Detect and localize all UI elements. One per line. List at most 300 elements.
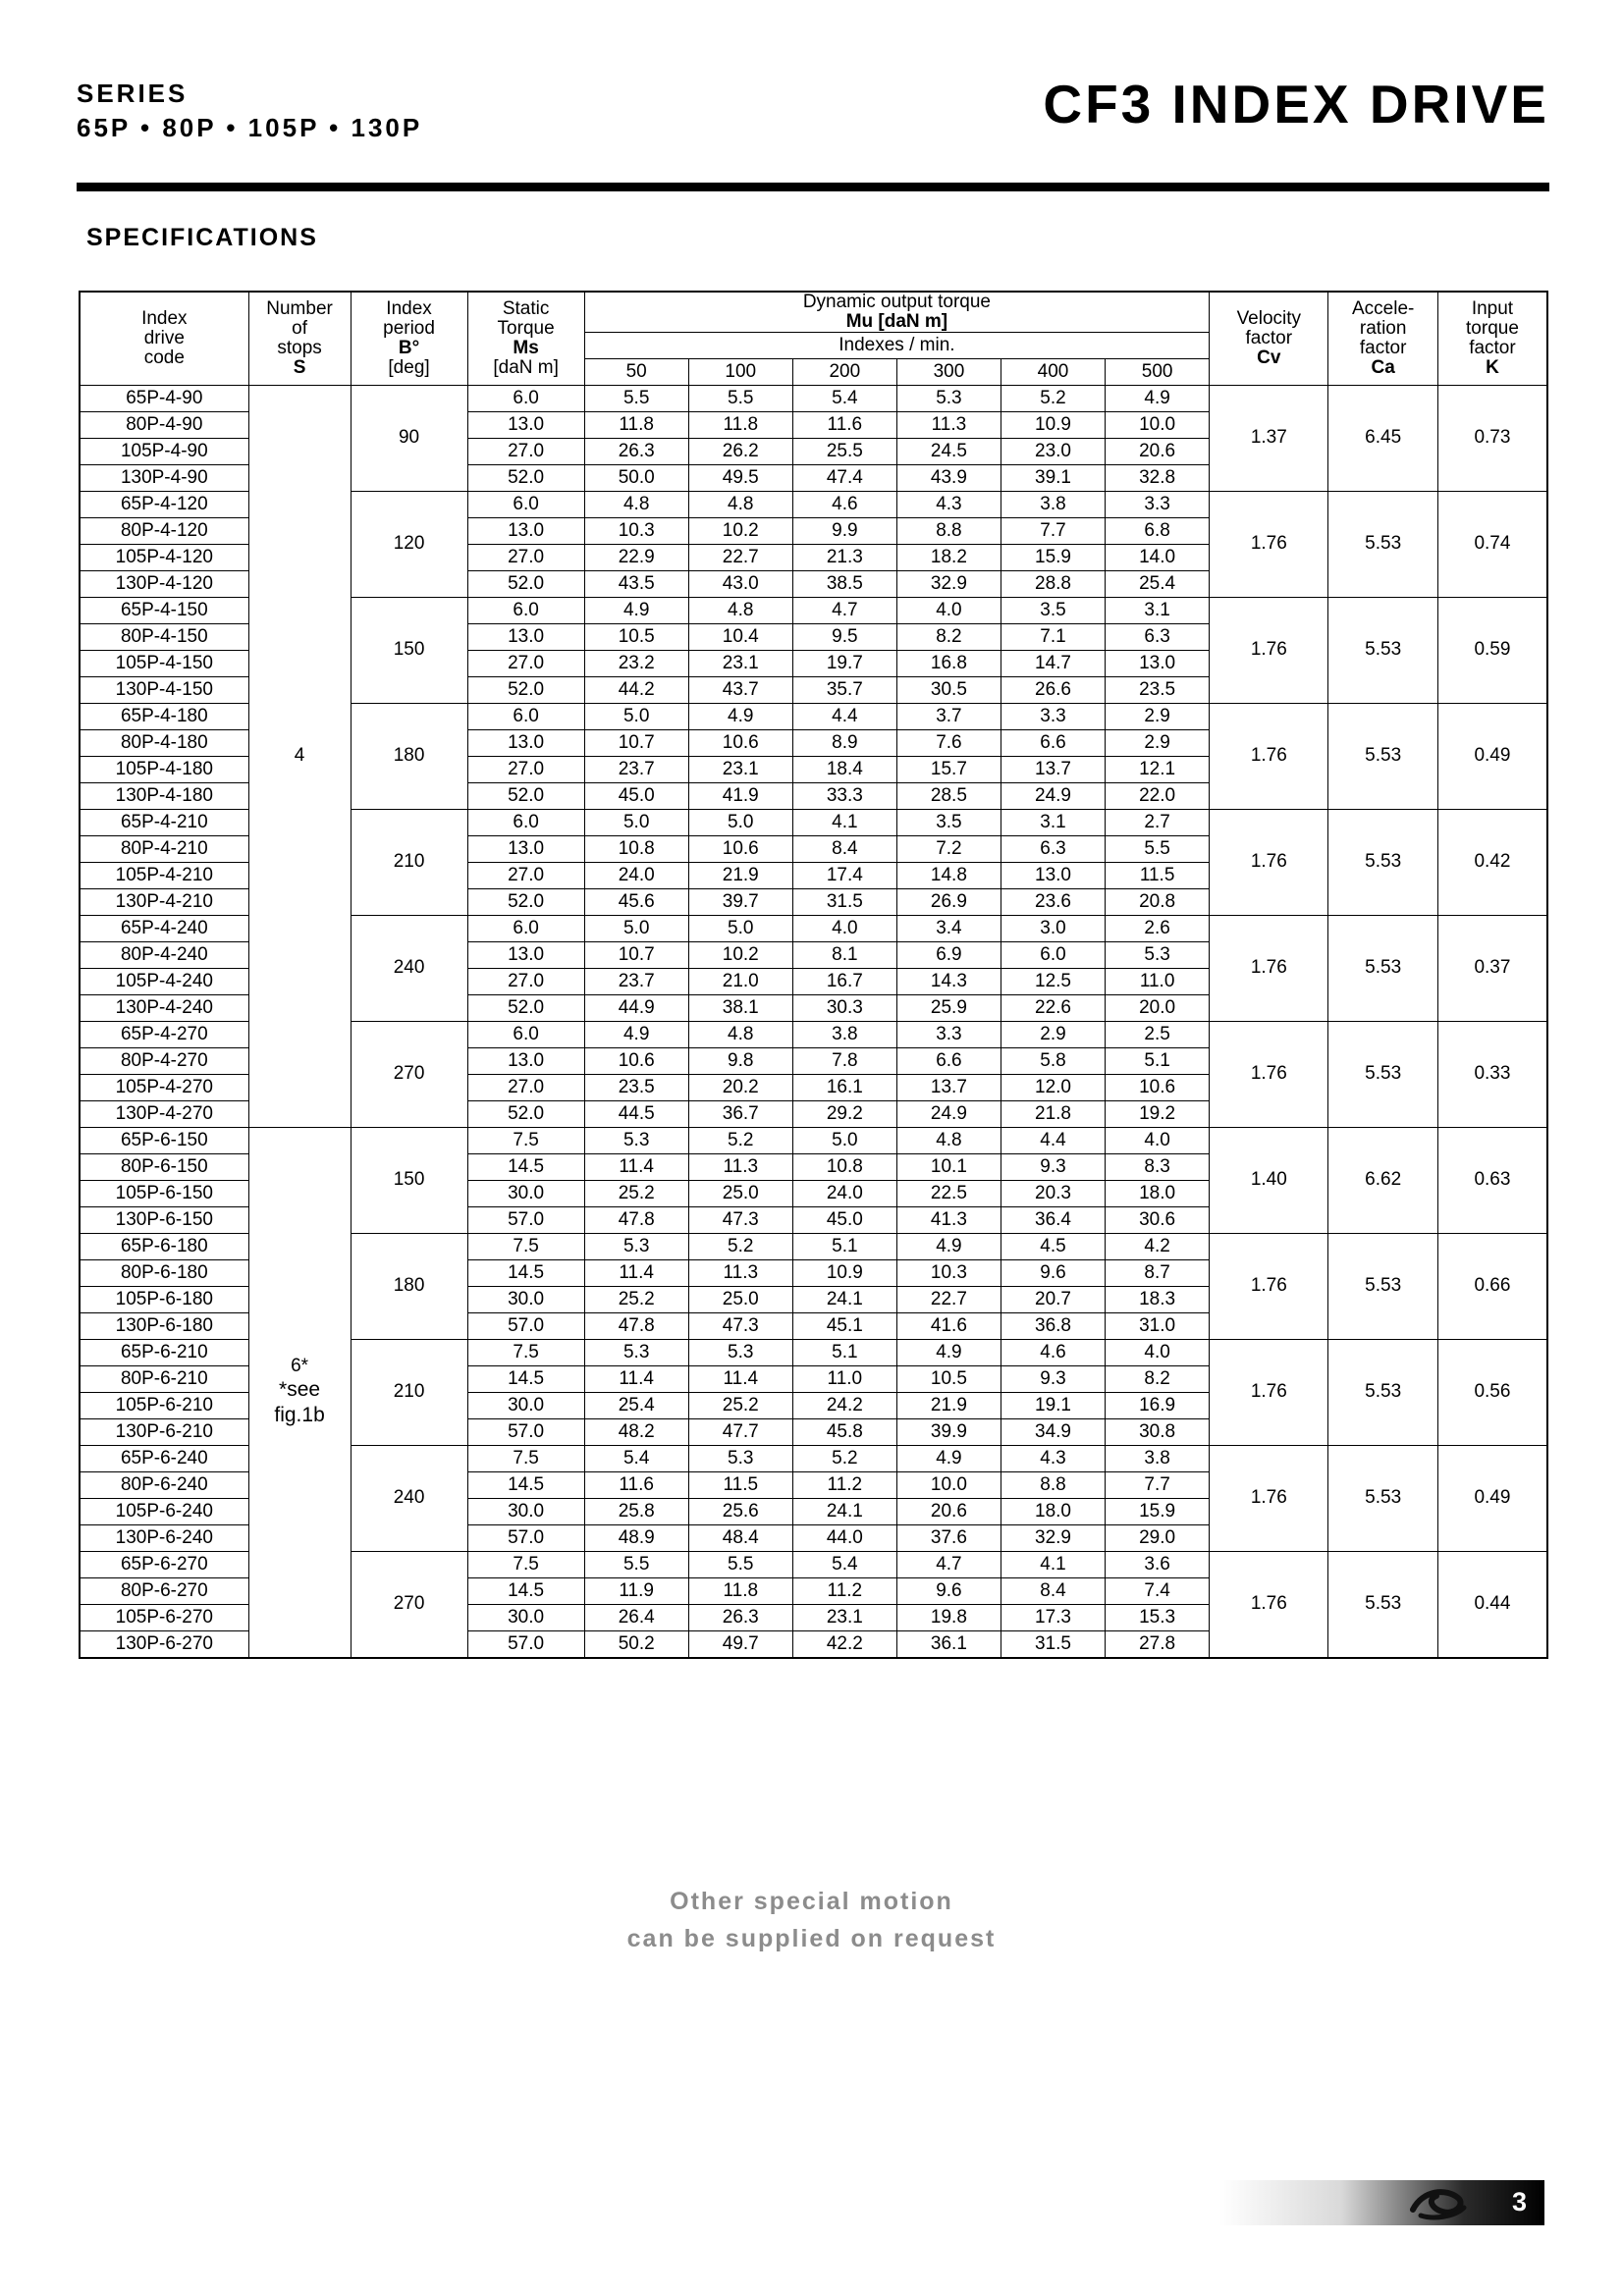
cell-dynamic-torque-50: 11.4 [584, 1153, 688, 1180]
cell-input-torque-factor: 0.49 [1437, 1445, 1547, 1551]
cell-velocity-factor: 1.76 [1210, 1445, 1328, 1551]
cell-dynamic-torque-400: 15.9 [1001, 544, 1105, 570]
cell-dynamic-torque-100: 5.0 [688, 915, 792, 941]
cell-dynamic-torque-200: 45.1 [792, 1312, 896, 1339]
cell-dynamic-torque-400: 24.9 [1001, 782, 1105, 809]
cell-dynamic-torque-400: 19.1 [1001, 1392, 1105, 1418]
cell-dynamic-torque-500: 8.3 [1106, 1153, 1210, 1180]
cell-dynamic-torque-500: 2.7 [1106, 809, 1210, 835]
header-index-200: 200 [792, 358, 896, 385]
cell-dynamic-torque-500: 3.3 [1106, 491, 1210, 517]
cell-dynamic-torque-500: 3.6 [1106, 1551, 1210, 1577]
cell-dynamic-torque-50: 23.2 [584, 650, 688, 676]
cell-dynamic-torque-500: 4.9 [1106, 385, 1210, 411]
section-title: SPECIFICATIONS [86, 224, 318, 251]
cell-dynamic-torque-50: 5.0 [584, 809, 688, 835]
cell-dynamic-torque-50: 25.2 [584, 1286, 688, 1312]
cell-dynamic-torque-400: 9.6 [1001, 1259, 1105, 1286]
page-header [77, 74, 1549, 185]
cell-dynamic-torque-50: 50.0 [584, 464, 688, 491]
cell-dynamic-torque-500: 16.9 [1106, 1392, 1210, 1418]
cell-index-drive-code: 80P-6-270 [80, 1577, 248, 1604]
cell-dynamic-torque-400: 12.0 [1001, 1074, 1105, 1100]
cell-dynamic-torque-400: 18.0 [1001, 1498, 1105, 1524]
cell-input-torque-factor: 0.33 [1437, 1021, 1547, 1127]
cell-index-drive-code: 130P-4-240 [80, 994, 248, 1021]
cell-acceleration-factor: 5.53 [1328, 1233, 1437, 1339]
cell-index-drive-code: 80P-4-180 [80, 729, 248, 756]
cell-static-torque: 30.0 [467, 1286, 584, 1312]
hdr-k-l3: factor [1469, 337, 1516, 358]
cell-dynamic-torque-200: 11.2 [792, 1471, 896, 1498]
cell-index-period: 120 [351, 491, 467, 597]
cell-index-drive-code: 65P-4-210 [80, 809, 248, 835]
cell-dynamic-torque-500: 18.3 [1106, 1286, 1210, 1312]
cell-dynamic-torque-50: 5.0 [584, 703, 688, 729]
cell-dynamic-torque-300: 8.8 [896, 517, 1001, 544]
cell-acceleration-factor: 6.45 [1328, 385, 1437, 491]
cell-dynamic-torque-200: 9.9 [792, 517, 896, 544]
cell-index-drive-code: 80P-4-270 [80, 1047, 248, 1074]
cell-dynamic-torque-300: 9.6 [896, 1577, 1001, 1604]
cell-dynamic-torque-400: 4.5 [1001, 1233, 1105, 1259]
cell-dynamic-torque-500: 22.0 [1106, 782, 1210, 809]
cell-dynamic-torque-100: 43.7 [688, 676, 792, 703]
cell-dynamic-torque-400: 17.3 [1001, 1604, 1105, 1630]
cell-dynamic-torque-500: 20.0 [1106, 994, 1210, 1021]
cell-static-torque: 13.0 [467, 941, 584, 968]
cell-dynamic-torque-400: 3.5 [1001, 597, 1105, 623]
cell-velocity-factor: 1.76 [1210, 915, 1328, 1021]
company-logo-icon [1407, 2184, 1476, 2223]
cell-dynamic-torque-100: 47.3 [688, 1312, 792, 1339]
cell-input-torque-factor: 0.73 [1437, 385, 1547, 491]
cell-dynamic-torque-200: 44.0 [792, 1524, 896, 1551]
cell-dynamic-torque-300: 18.2 [896, 544, 1001, 570]
cell-dynamic-torque-500: 15.3 [1106, 1604, 1210, 1630]
series-models: 65P • 80P • 105P • 130P [77, 113, 423, 142]
cell-dynamic-torque-400: 26.6 [1001, 676, 1105, 703]
cell-dynamic-torque-500: 30.8 [1106, 1418, 1210, 1445]
cell-dynamic-torque-50: 11.4 [584, 1365, 688, 1392]
cell-index-period: 150 [351, 1127, 467, 1233]
cell-dynamic-torque-500: 5.5 [1106, 835, 1210, 862]
cell-dynamic-torque-200: 9.5 [792, 623, 896, 650]
cell-dynamic-torque-400: 4.1 [1001, 1551, 1105, 1577]
cell-dynamic-torque-200: 38.5 [792, 570, 896, 597]
cell-acceleration-factor: 5.53 [1328, 491, 1437, 597]
cell-dynamic-torque-100: 43.0 [688, 570, 792, 597]
cell-static-torque: 13.0 [467, 835, 584, 862]
page-number-bar [1093, 2180, 1544, 2225]
cell-dynamic-torque-200: 4.4 [792, 703, 896, 729]
cell-dynamic-torque-100: 5.5 [688, 1551, 792, 1577]
cell-dynamic-torque-200: 10.9 [792, 1259, 896, 1286]
cell-dynamic-torque-400: 13.7 [1001, 756, 1105, 782]
cell-dynamic-torque-200: 42.2 [792, 1630, 896, 1658]
cell-dynamic-torque-200: 8.1 [792, 941, 896, 968]
cell-dynamic-torque-400: 8.4 [1001, 1577, 1105, 1604]
cell-stops-note: *see [279, 1378, 321, 1402]
cell-dynamic-torque-50: 22.9 [584, 544, 688, 570]
cell-index-drive-code: 105P-6-180 [80, 1286, 248, 1312]
cell-index-period: 210 [351, 809, 467, 915]
cell-dynamic-torque-400: 3.8 [1001, 491, 1105, 517]
cell-dynamic-torque-400: 20.7 [1001, 1286, 1105, 1312]
hdr-period-unit: [deg] [388, 356, 430, 378]
cell-dynamic-torque-100: 49.5 [688, 464, 792, 491]
cell-static-torque: 52.0 [467, 1100, 584, 1127]
cell-dynamic-torque-400: 28.8 [1001, 570, 1105, 597]
cell-dynamic-torque-300: 43.9 [896, 464, 1001, 491]
cell-static-torque: 52.0 [467, 888, 584, 915]
cell-index-drive-code: 105P-6-150 [80, 1180, 248, 1206]
cell-dynamic-torque-400: 4.4 [1001, 1127, 1105, 1153]
cell-dynamic-torque-300: 10.5 [896, 1365, 1001, 1392]
cell-number-of-stops: 4 [248, 385, 351, 1127]
cell-static-torque: 27.0 [467, 862, 584, 888]
cell-dynamic-torque-200: 4.0 [792, 915, 896, 941]
cell-dynamic-torque-300: 15.7 [896, 756, 1001, 782]
hdr-k-l2: torque [1466, 318, 1519, 339]
hdr-dynamic-unit: Mu [daN m] [845, 310, 948, 332]
header-static-torque [467, 292, 584, 385]
cell-dynamic-torque-200: 35.7 [792, 676, 896, 703]
cell-velocity-factor: 1.76 [1210, 703, 1328, 809]
cell-dynamic-torque-400: 5.8 [1001, 1047, 1105, 1074]
cell-index-drive-code: 65P-6-150 [80, 1127, 248, 1153]
cell-index-drive-code: 105P-6-270 [80, 1604, 248, 1630]
cell-dynamic-torque-50: 5.5 [584, 1551, 688, 1577]
cell-dynamic-torque-300: 6.6 [896, 1047, 1001, 1074]
cell-dynamic-torque-50: 5.5 [584, 385, 688, 411]
cell-input-torque-factor: 0.49 [1437, 703, 1547, 809]
cell-dynamic-torque-400: 10.9 [1001, 411, 1105, 438]
cell-static-torque: 6.0 [467, 385, 584, 411]
cell-index-period: 240 [351, 915, 467, 1021]
cell-index-drive-code: 130P-6-210 [80, 1418, 248, 1445]
cell-acceleration-factor: 5.53 [1328, 809, 1437, 915]
cell-dynamic-torque-300: 24.5 [896, 438, 1001, 464]
header-index-100: 100 [688, 358, 792, 385]
cell-dynamic-torque-50: 10.5 [584, 623, 688, 650]
cell-dynamic-torque-50: 43.5 [584, 570, 688, 597]
cell-index-drive-code: 80P-6-150 [80, 1153, 248, 1180]
cell-dynamic-torque-200: 47.4 [792, 464, 896, 491]
cell-dynamic-torque-200: 4.6 [792, 491, 896, 517]
cell-dynamic-torque-50: 11.8 [584, 411, 688, 438]
cell-dynamic-torque-500: 6.3 [1106, 623, 1210, 650]
cell-dynamic-torque-400: 12.5 [1001, 968, 1105, 994]
cell-dynamic-torque-50: 4.9 [584, 1021, 688, 1047]
cell-dynamic-torque-200: 11.2 [792, 1577, 896, 1604]
header-number-of-stops [248, 292, 351, 385]
cell-index-period: 150 [351, 597, 467, 703]
cell-dynamic-torque-300: 32.9 [896, 570, 1001, 597]
cell-dynamic-torque-500: 11.5 [1106, 862, 1210, 888]
cell-dynamic-torque-200: 3.8 [792, 1021, 896, 1047]
cell-dynamic-torque-50: 23.7 [584, 968, 688, 994]
cell-dynamic-torque-300: 26.9 [896, 888, 1001, 915]
header-index-500: 500 [1106, 358, 1210, 385]
cell-input-torque-factor: 0.63 [1437, 1127, 1547, 1233]
cell-dynamic-torque-300: 41.3 [896, 1206, 1001, 1233]
cell-dynamic-torque-100: 25.6 [688, 1498, 792, 1524]
cell-dynamic-torque-200: 4.1 [792, 809, 896, 835]
cell-acceleration-factor: 5.53 [1328, 1339, 1437, 1445]
cell-dynamic-torque-200: 33.3 [792, 782, 896, 809]
cell-dynamic-torque-200: 21.3 [792, 544, 896, 570]
cell-dynamic-torque-200: 7.8 [792, 1047, 896, 1074]
cell-static-torque: 6.0 [467, 491, 584, 517]
cell-dynamic-torque-50: 5.4 [584, 1445, 688, 1471]
cell-dynamic-torque-100: 10.4 [688, 623, 792, 650]
cell-dynamic-torque-100: 48.4 [688, 1524, 792, 1551]
cell-dynamic-torque-300: 21.9 [896, 1392, 1001, 1418]
cell-dynamic-torque-500: 5.3 [1106, 941, 1210, 968]
cell-dynamic-torque-300: 3.7 [896, 703, 1001, 729]
specifications-table-wrap [79, 291, 1548, 1659]
cell-index-period: 180 [351, 1233, 467, 1339]
hdr-stops-l1: Number [266, 298, 333, 320]
cell-static-torque: 27.0 [467, 756, 584, 782]
cell-acceleration-factor: 5.53 [1328, 1551, 1437, 1658]
cell-dynamic-torque-300: 22.7 [896, 1286, 1001, 1312]
cell-velocity-factor: 1.76 [1210, 597, 1328, 703]
cell-static-torque: 6.0 [467, 809, 584, 835]
cell-index-drive-code: 105P-4-180 [80, 756, 248, 782]
cell-velocity-factor: 1.76 [1210, 1021, 1328, 1127]
cell-dynamic-torque-100: 38.1 [688, 994, 792, 1021]
cell-input-torque-factor: 0.37 [1437, 915, 1547, 1021]
cell-dynamic-torque-300: 16.8 [896, 650, 1001, 676]
cell-index-drive-code: 80P-4-150 [80, 623, 248, 650]
cell-dynamic-torque-200: 11.6 [792, 411, 896, 438]
footer-note-line2: can be supplied on request [626, 1925, 997, 1952]
cell-dynamic-torque-500: 7.7 [1106, 1471, 1210, 1498]
cell-dynamic-torque-400: 20.3 [1001, 1180, 1105, 1206]
cell-index-drive-code: 130P-4-120 [80, 570, 248, 597]
cell-dynamic-torque-500: 7.4 [1106, 1577, 1210, 1604]
cell-dynamic-torque-50: 5.3 [584, 1339, 688, 1365]
cell-dynamic-torque-500: 13.0 [1106, 650, 1210, 676]
cell-dynamic-torque-200: 19.7 [792, 650, 896, 676]
cell-static-torque: 14.5 [467, 1365, 584, 1392]
cell-dynamic-torque-500: 2.5 [1106, 1021, 1210, 1047]
cell-dynamic-torque-100: 11.5 [688, 1471, 792, 1498]
cell-dynamic-torque-50: 10.7 [584, 941, 688, 968]
cell-dynamic-torque-300: 5.3 [896, 385, 1001, 411]
cell-dynamic-torque-300: 20.6 [896, 1498, 1001, 1524]
cell-dynamic-torque-100: 21.0 [688, 968, 792, 994]
cell-stops-note: fig.1b [274, 1404, 325, 1427]
header-indexes-per-min: Indexes / min. [584, 332, 1210, 358]
cell-dynamic-torque-200: 8.9 [792, 729, 896, 756]
cell-static-torque: 57.0 [467, 1630, 584, 1658]
cell-velocity-factor: 1.76 [1210, 1551, 1328, 1658]
cell-dynamic-torque-400: 9.3 [1001, 1153, 1105, 1180]
header-index-drive-code [80, 292, 248, 385]
cell-dynamic-torque-50: 10.6 [584, 1047, 688, 1074]
hdr-dynamic-title: Dynamic output torque [802, 292, 991, 312]
cell-dynamic-torque-500: 3.8 [1106, 1445, 1210, 1471]
cell-index-drive-code: 105P-6-240 [80, 1498, 248, 1524]
cell-dynamic-torque-500: 11.0 [1106, 968, 1210, 994]
cell-dynamic-torque-100: 26.2 [688, 438, 792, 464]
cell-dynamic-torque-300: 3.3 [896, 1021, 1001, 1047]
cell-static-torque: 27.0 [467, 650, 584, 676]
cell-index-drive-code: 105P-6-210 [80, 1392, 248, 1418]
cell-index-drive-code: 130P-4-180 [80, 782, 248, 809]
cell-dynamic-torque-200: 11.0 [792, 1365, 896, 1392]
hdr-cv-l1: Velocity [1236, 308, 1302, 330]
cell-static-torque: 57.0 [467, 1418, 584, 1445]
cell-dynamic-torque-50: 5.3 [584, 1233, 688, 1259]
cell-dynamic-torque-500: 27.8 [1106, 1630, 1210, 1658]
cell-static-torque: 6.0 [467, 915, 584, 941]
cell-dynamic-torque-50: 25.8 [584, 1498, 688, 1524]
cell-dynamic-torque-400: 21.8 [1001, 1100, 1105, 1127]
cell-dynamic-torque-100: 9.8 [688, 1047, 792, 1074]
hdr-cv-sym: Cv [1257, 347, 1281, 368]
cell-dynamic-torque-300: 4.9 [896, 1339, 1001, 1365]
cell-dynamic-torque-500: 15.9 [1106, 1498, 1210, 1524]
hdr-period-l1: Index [386, 298, 432, 320]
cell-static-torque: 14.5 [467, 1153, 584, 1180]
cell-static-torque: 7.5 [467, 1339, 584, 1365]
hdr-period-sym: B° [398, 337, 420, 358]
cell-dynamic-torque-300: 28.5 [896, 782, 1001, 809]
cell-dynamic-torque-50: 5.0 [584, 915, 688, 941]
cell-index-drive-code: 130P-4-150 [80, 676, 248, 703]
cell-index-drive-code: 65P-6-210 [80, 1339, 248, 1365]
cell-static-torque: 13.0 [467, 1047, 584, 1074]
cell-index-drive-code: 65P-4-120 [80, 491, 248, 517]
cell-static-torque: 7.5 [467, 1551, 584, 1577]
cell-dynamic-torque-300: 19.8 [896, 1604, 1001, 1630]
cell-index-drive-code: 105P-4-150 [80, 650, 248, 676]
cell-velocity-factor: 1.37 [1210, 385, 1328, 491]
cell-acceleration-factor: 5.53 [1328, 1445, 1437, 1551]
cell-velocity-factor: 1.40 [1210, 1127, 1328, 1233]
cell-acceleration-factor: 5.53 [1328, 915, 1437, 1021]
cell-dynamic-torque-100: 11.8 [688, 411, 792, 438]
cell-index-period: 270 [351, 1551, 467, 1658]
cell-dynamic-torque-100: 25.0 [688, 1286, 792, 1312]
cell-dynamic-torque-50: 45.0 [584, 782, 688, 809]
cell-index-drive-code: 65P-6-240 [80, 1445, 248, 1471]
cell-dynamic-torque-400: 9.3 [1001, 1365, 1105, 1392]
cell-dynamic-torque-100: 10.2 [688, 941, 792, 968]
cell-dynamic-torque-500: 2.9 [1106, 729, 1210, 756]
cell-dynamic-torque-200: 5.2 [792, 1445, 896, 1471]
cell-dynamic-torque-500: 30.6 [1106, 1206, 1210, 1233]
cell-index-drive-code: 105P-4-240 [80, 968, 248, 994]
cell-dynamic-torque-100: 10.2 [688, 517, 792, 544]
cell-static-torque: 52.0 [467, 782, 584, 809]
cell-static-torque: 30.0 [467, 1604, 584, 1630]
cell-dynamic-torque-50: 10.8 [584, 835, 688, 862]
cell-dynamic-torque-100: 21.9 [688, 862, 792, 888]
cell-input-torque-factor: 0.42 [1437, 809, 1547, 915]
cell-dynamic-torque-300: 4.0 [896, 597, 1001, 623]
cell-dynamic-torque-500: 3.1 [1106, 597, 1210, 623]
cell-dynamic-torque-500: 10.0 [1106, 411, 1210, 438]
cell-dynamic-torque-400: 4.3 [1001, 1445, 1105, 1471]
cell-index-drive-code: 65P-6-180 [80, 1233, 248, 1259]
cell-index-drive-code: 130P-6-150 [80, 1206, 248, 1233]
cell-static-torque: 57.0 [467, 1312, 584, 1339]
cell-dynamic-torque-400: 32.9 [1001, 1524, 1105, 1551]
cell-dynamic-torque-100: 4.8 [688, 597, 792, 623]
cell-static-torque: 13.0 [467, 517, 584, 544]
cell-static-torque: 14.5 [467, 1259, 584, 1286]
cell-dynamic-torque-100: 11.3 [688, 1153, 792, 1180]
table-row [80, 1127, 1547, 1153]
cell-index-drive-code: 105P-4-270 [80, 1074, 248, 1100]
hdr-ca-l1: Accele- [1351, 298, 1415, 320]
cell-index-period: 240 [351, 1445, 467, 1551]
cell-dynamic-torque-200: 24.1 [792, 1498, 896, 1524]
cell-dynamic-torque-400: 14.7 [1001, 650, 1105, 676]
cell-dynamic-torque-200: 17.4 [792, 862, 896, 888]
cell-static-torque: 7.5 [467, 1233, 584, 1259]
cell-index-drive-code: 80P-4-210 [80, 835, 248, 862]
cell-index-drive-code: 105P-4-210 [80, 862, 248, 888]
cell-dynamic-torque-50: 47.8 [584, 1206, 688, 1233]
cell-dynamic-torque-50: 11.6 [584, 1471, 688, 1498]
cell-static-torque: 14.5 [467, 1471, 584, 1498]
cell-static-torque: 6.0 [467, 1021, 584, 1047]
cell-static-torque: 6.0 [467, 597, 584, 623]
cell-dynamic-torque-400: 8.8 [1001, 1471, 1105, 1498]
cell-static-torque: 57.0 [467, 1524, 584, 1551]
cell-dynamic-torque-400: 23.6 [1001, 888, 1105, 915]
cell-static-torque: 27.0 [467, 1074, 584, 1100]
table-header [80, 292, 1547, 385]
cell-dynamic-torque-500: 4.0 [1106, 1339, 1210, 1365]
cell-dynamic-torque-500: 20.6 [1106, 438, 1210, 464]
cell-dynamic-torque-50: 26.3 [584, 438, 688, 464]
cell-dynamic-torque-50: 10.7 [584, 729, 688, 756]
cell-dynamic-torque-200: 45.8 [792, 1418, 896, 1445]
cell-static-torque: 13.0 [467, 623, 584, 650]
cell-dynamic-torque-300: 22.5 [896, 1180, 1001, 1206]
cell-dynamic-torque-200: 8.4 [792, 835, 896, 862]
cell-dynamic-torque-50: 44.9 [584, 994, 688, 1021]
cell-static-torque: 27.0 [467, 968, 584, 994]
cell-velocity-factor: 1.76 [1210, 809, 1328, 915]
cell-dynamic-torque-300: 7.6 [896, 729, 1001, 756]
hdr-stops-sym: S [293, 356, 306, 378]
cell-dynamic-torque-300: 3.5 [896, 809, 1001, 835]
cell-input-torque-factor: 0.44 [1437, 1551, 1547, 1658]
cell-dynamic-torque-300: 4.3 [896, 491, 1001, 517]
cell-dynamic-torque-100: 47.7 [688, 1418, 792, 1445]
cell-dynamic-torque-200: 25.5 [792, 438, 896, 464]
hdr-ca-sym: Ca [1371, 356, 1395, 378]
cell-index-drive-code: 80P-4-240 [80, 941, 248, 968]
cell-dynamic-torque-300: 8.2 [896, 623, 1001, 650]
cell-dynamic-torque-100: 20.2 [688, 1074, 792, 1100]
cell-index-drive-code: 80P-6-240 [80, 1471, 248, 1498]
cell-index-drive-code: 130P-4-270 [80, 1100, 248, 1127]
cell-dynamic-torque-100: 5.0 [688, 809, 792, 835]
cell-dynamic-torque-400: 39.1 [1001, 464, 1105, 491]
cell-index-drive-code: 105P-4-90 [80, 438, 248, 464]
cell-index-drive-code: 80P-4-120 [80, 517, 248, 544]
header-index-400: 400 [1001, 358, 1105, 385]
